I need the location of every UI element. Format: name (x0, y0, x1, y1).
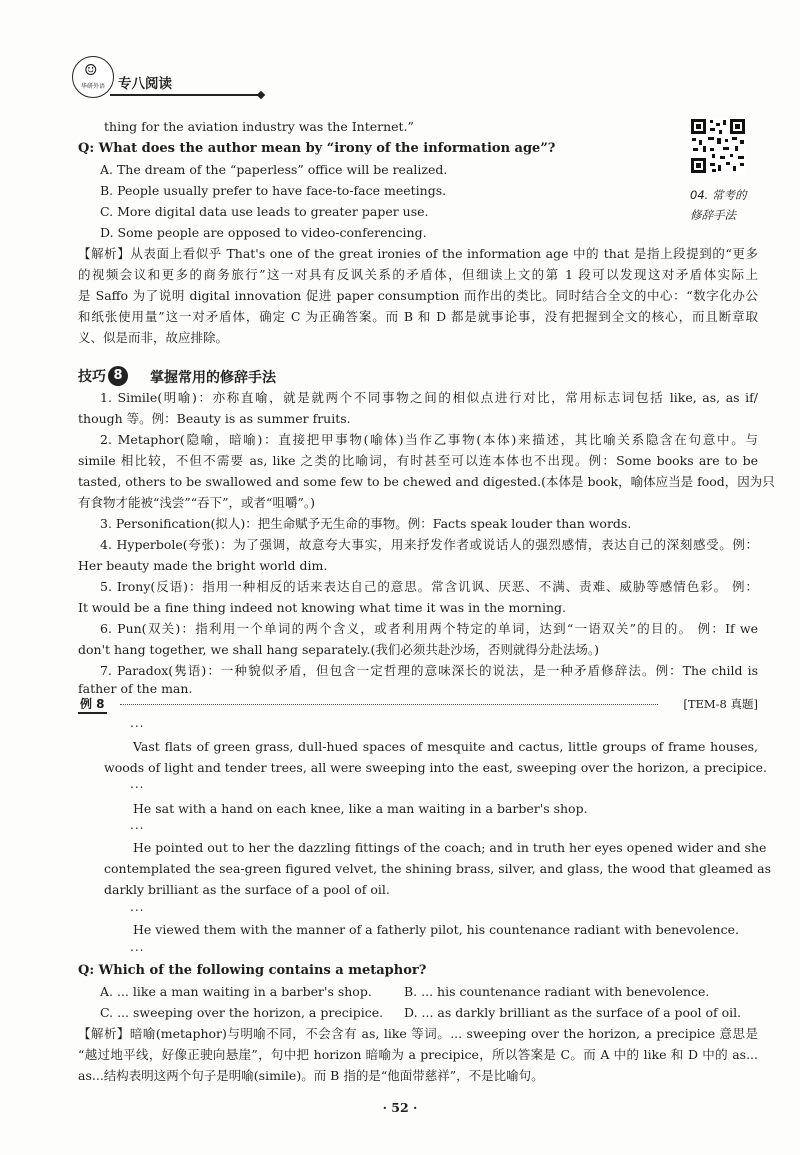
q1-option-a: A. The dream of the “paperless” office will be realized. (100, 162, 448, 177)
analysis-2-line: 【解析】暗喻(metaphor)与明喻不同，不会含有 as, like 等词。... sweeping over the horizon, a precipice 意思是 (78, 1026, 758, 1041)
ellipsis: ... (130, 818, 145, 832)
ellipsis: ... (130, 900, 145, 914)
ellipsis: ... (130, 940, 145, 954)
page-header (60, 52, 410, 100)
rhetoric-line: 7. Paradox(隽语)：一种貌似矛盾，但包含一定哲理的意味深长的说法，是一种矛盾修辞法。例：The child is (100, 663, 758, 678)
header-rule (110, 94, 260, 96)
q2-option-b: B. ... his countenance radiant with benevolence. (404, 984, 710, 999)
rhetoric-line: 5. Irony(反语)：指用一种相反的话来表达自己的意思。常含讥讽、厌恶、不满、责难、威胁等感情色彩。 例： (100, 579, 758, 594)
rhetoric-line: It would be a fine thing indeed not knowing what time it was in the morning. (78, 600, 566, 615)
analysis-1-line: 【解析】从表面上看似乎 That's one of the great ironies of the information age 中的 that 是指上段提到的“更多 (78, 246, 758, 261)
q1-option-b: B. People usually prefer to have face-to-face meetings. (100, 183, 447, 198)
qr-caption-line-2: 修辞手法 (690, 208, 736, 222)
rhetoric-line: though 等。例：Beauty is as summer fruits. (78, 411, 351, 426)
rhetoric-line: 3. Personification(拟人)：把生命赋予无生命的事物。例：Facts speak louder than words. (100, 516, 632, 531)
analysis-2-line: as...结构表明这两个句子是明喻(simile)。而 B 指的是“他面带慈祥”，不是比喻句。 (78, 1068, 544, 1083)
passage-p1-line: woods of light and tender trees, all were sweeping into the east, sweeping over the horizon, a precipice. (104, 760, 767, 775)
dotted-leader (120, 704, 658, 705)
q2-option-c: C. ... sweeping over the horizon, a precipice. (100, 1005, 384, 1020)
qr-caption (690, 185, 760, 225)
qr-caption-line-1: 04. 常考的 (690, 188, 747, 202)
tip-title: 掌握常用的修辞手法 (150, 370, 276, 386)
question-2: Q: Which of the following contains a metaphor? (78, 963, 427, 978)
rhetoric-line: don't hang together, we shall hang separately.(我们必须共赴沙场，否则就得分赴法场。) (78, 642, 599, 657)
q2-option-d: D. ... as darkly brilliant as the surface of a pool of oil. (404, 1005, 742, 1020)
q1-option-d: D. Some people are opposed to video-conferencing. (100, 225, 427, 240)
passage-p2: He sat with a hand on each knee, like a man waiting in a barber's shop. (133, 801, 588, 816)
logo-text: 华研外语 (80, 83, 105, 90)
tip-badge (78, 365, 128, 387)
header-title: 专八阅读 (118, 76, 172, 92)
passage-p3-line: darkly brilliant as the surface of a pool of oil. (104, 882, 390, 897)
tip-word: 技巧 (78, 369, 106, 385)
q2-option-a: A. ... like a man waiting in a barber's shop. (100, 984, 372, 999)
rhetoric-line: 2. Metaphor(隐喻，暗喻)：直接把甲事物(喻体)当作乙事物(本体)来描述，其比喻关系隐含在句意中。与 (100, 432, 758, 447)
analysis-2-line: “越过地平线，好像正驶向悬崖”，句中把 horizon 暗喻为 a precipice，所以答案是 C。而 A 中的 like 和 D 中的 as... (78, 1047, 758, 1062)
passage-p3-line: contemplated the sea-green figured velvet, the shining brass, silver, and glass, the wood that gleamed as (104, 861, 771, 876)
example-header (78, 695, 758, 715)
passage-p3-line: He pointed out to her the dazzling fittings of the coach; and in truth her eyes opened wider and she (133, 840, 767, 855)
rhetoric-line: simile 相比较，不但不需要 as, like 之类的比喻词，有时甚至可以连本体也不出现。例：Some books are to be (78, 453, 758, 468)
analysis-1-line: 义、似是而非，故应排除。 (78, 330, 229, 345)
rhetoric-line: Her beauty made the bright world dim. (78, 558, 328, 573)
rhetoric-line: 1. Simile(明喻)：亦称直喻，就是就两个不同事物之间的相似点进行对比，常用标志词包括 like, as, as if/ (100, 390, 758, 405)
rhetoric-line: 4. Hyperbole(夸张)：为了强调，故意夸大事实，用来抒发作者或说话人的强烈感情，表达自己的深刻感受。例： (100, 537, 758, 552)
rhetoric-line: tasted, others to be swallowed and some few to be chewed and digested.(本体是 book，喻体应当是 food，因为只 (78, 474, 775, 489)
publisher-logo (72, 56, 114, 98)
analysis-1-line: 和纸张使用量”这一对矛盾体，确定 C 为正确答案。而 B 和 D 都是就事论事，没有把握到全文的核心，而且断章取 (78, 309, 758, 324)
cartoon-face-icon: ☺ (84, 61, 98, 79)
tip-number: 8 (108, 366, 128, 386)
page-number: · 52 · (382, 1100, 418, 1115)
passage-p1-line: Vast flats of green grass, dull-hued spaces of mesquite and cactus, little groups of frame houses, (133, 739, 758, 754)
qr-code-icon[interactable] (690, 118, 746, 174)
passage-p4: He viewed them with the manner of a fatherly pilot, his countenance radiant with benevolence. (133, 922, 739, 937)
analysis-1-line: 是 Saffo 为了说明 digital innovation 促进 paper consumption 而作出的类比。同时结合全文的中心：“数字化办公 (78, 288, 758, 303)
ellipsis: ... (130, 777, 145, 791)
example-source: [TEM-8 真题] (683, 697, 758, 711)
rhetoric-line: father of the man. (78, 681, 193, 696)
rhetoric-line: 6. Pun(双关)：指利用一个单词的两个含义，或者利用两个特定的单词，达到“一语双关”的目的。 例：If we (100, 621, 758, 636)
quote-tail: thing for the aviation industry was the Internet.” (104, 119, 414, 134)
question-1: Q: What does the author mean by “irony of the information age”? (78, 141, 556, 156)
q1-option-c: C. More digital data use leads to greater paper use. (100, 204, 429, 219)
example-label: 例 8 (78, 695, 107, 714)
analysis-1-line: 的视频会议和更多的商务旅行”这一对具有反讽关系的矛盾体，但细读上文的第 1 段可以发现这对矛盾体实际上 (78, 267, 758, 282)
ellipsis: ... (130, 716, 145, 730)
rhetoric-line: 有食物才能被“浅尝”“吞下”，或者“咀嚼”。) (78, 495, 315, 510)
